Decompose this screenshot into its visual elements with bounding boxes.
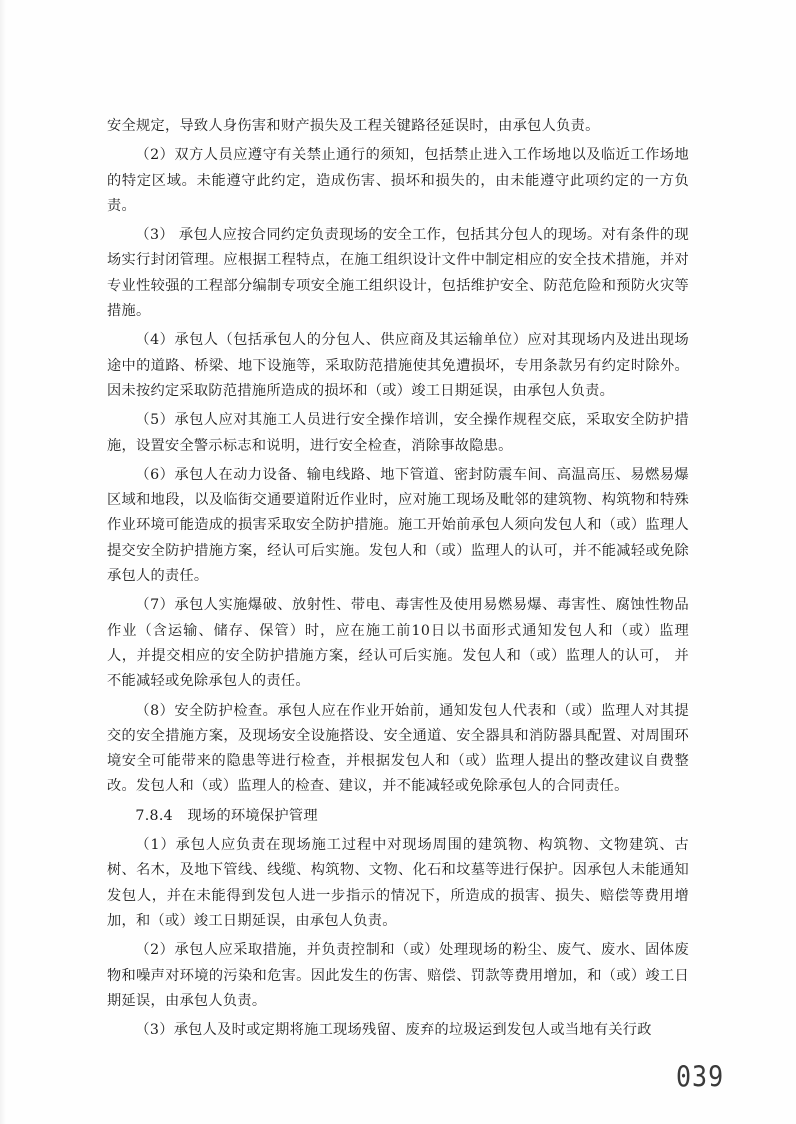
paragraph-item-2: （2）双方人员应遵守有关禁止通行的须知，包括禁止进入工作场地以及临近工作场地的特定区域。未能遵守此约定，造成伤害、损坏和损失的，由未能遵守此项约定的一方负责。: [107, 147, 689, 214]
env-paragraph-item-3: （3）承包人及时或定期将施工现场残留、废弃的垃圾运到发包人或当地有关行政: [135, 1022, 652, 1039]
paragraph-item-3: （3） 承包人应按合同约定负责现场的安全工作，包括其分包人的现场。对有条件的现场实行封闭管理。应根据工程特点，在施工组织设计文件中制定相应的安全技术措施，并对专业性较强的工程部分编制专项安全施工组织设计，包括维护安全、防范危险和预防火灾等措施。: [107, 227, 689, 320]
paragraph-item-7: （7）承包人实施爆破、放射性、带电、毒害性及使用易燃易爆、毒害性、腐蚀性物品作业（含运输、储存、保管）时，应在施工前10日以书面形式通知发包人和（或）监理人，并提交相应的安全防护措施方案，经认可后实施。发包人和（或）监理人的认可， 并不能减轻或免除承包人的责任。: [107, 597, 689, 690]
document-body: [107, 114, 689, 1047]
section-heading: 7.8.4 现场的环境保护管理: [135, 807, 318, 824]
page-edge-shadow: [0, 0, 6, 1124]
paragraph-continuation: 安全规定，导致人身伤害和财产损失及工程关键路径延误时，由承包人负责。: [107, 118, 600, 134]
env-paragraph-item-1: （1）承包人应负责在现场施工过程中对现场周围的建筑物、构筑物、文物建筑、古树、名木，及地下管线、线缆、构筑物、文物、化石和坟墓等进行保护。因承包人未能通知发包人，并在未能得到发包人进一步指示的情况下，所造成的损害、损失、赔偿等费用增加，和（或）竣工日期延误，由承包人负责。: [107, 837, 689, 929]
paragraph-item-5: （5）承包人应对其施工人员进行安全操作培训，安全操作规程交底，采取安全防护措施，设置安全警示标志和说明，进行安全检查，消除事故隐患。: [107, 412, 689, 454]
paragraph-item-8: （8）安全防护检查。承包人应在作业开始前，通知发包人代表和（或）监理人对其提交的安全措施方案，及现场安全设施搭设、安全通道、安全器具和消防器具配置、对周围环境安全可能带来的隐患等进行检查，并根据发包人和（或）监理人提出的整改建议自费整改。发包人和（或）监理人的检查、建议，并不能减轻或免除承包人的合同责任。: [107, 702, 689, 795]
page-number: 039: [676, 1060, 725, 1094]
paragraph-item-4: （4）承包人（包括承包人的分包人、供应商及其运输单位）应对其现场内及进出现场途中的道路、桥梁、地下设施等，采取防范措施使其免遭损坏，专用条款另有约定时除外。因未按约定采取防范措施所造成的损坏和（或）竣工日期延误，由承包人负责。: [107, 332, 689, 399]
env-paragraph-item-2: （2）承包人应采取措施，并负责控制和（或）处理现场的粉尘、废气、废水、固体废物和噪声对环境的污染和危害。因此发生的伤害、赔偿、罚款等费用增加，和（或）竣工日期延误，由承包人负责。: [107, 942, 689, 1009]
paragraph-item-6: （6）承包人在动力设备、输电线路、地下管道、密封防震车间、高温高压、易燃易爆区域和地段，以及临街交通要道附近作业时，应对施工现场及毗邻的建筑物、构筑物和特殊作业环境可能造成的损害采取安全防护措施。施工开始前承包人须向发包人和（或）监理人提交安全防护措施方案，经认可后实施。发包人和（或）监理人的认可，并不能减轻或免除承包人的责任。: [107, 466, 689, 585]
